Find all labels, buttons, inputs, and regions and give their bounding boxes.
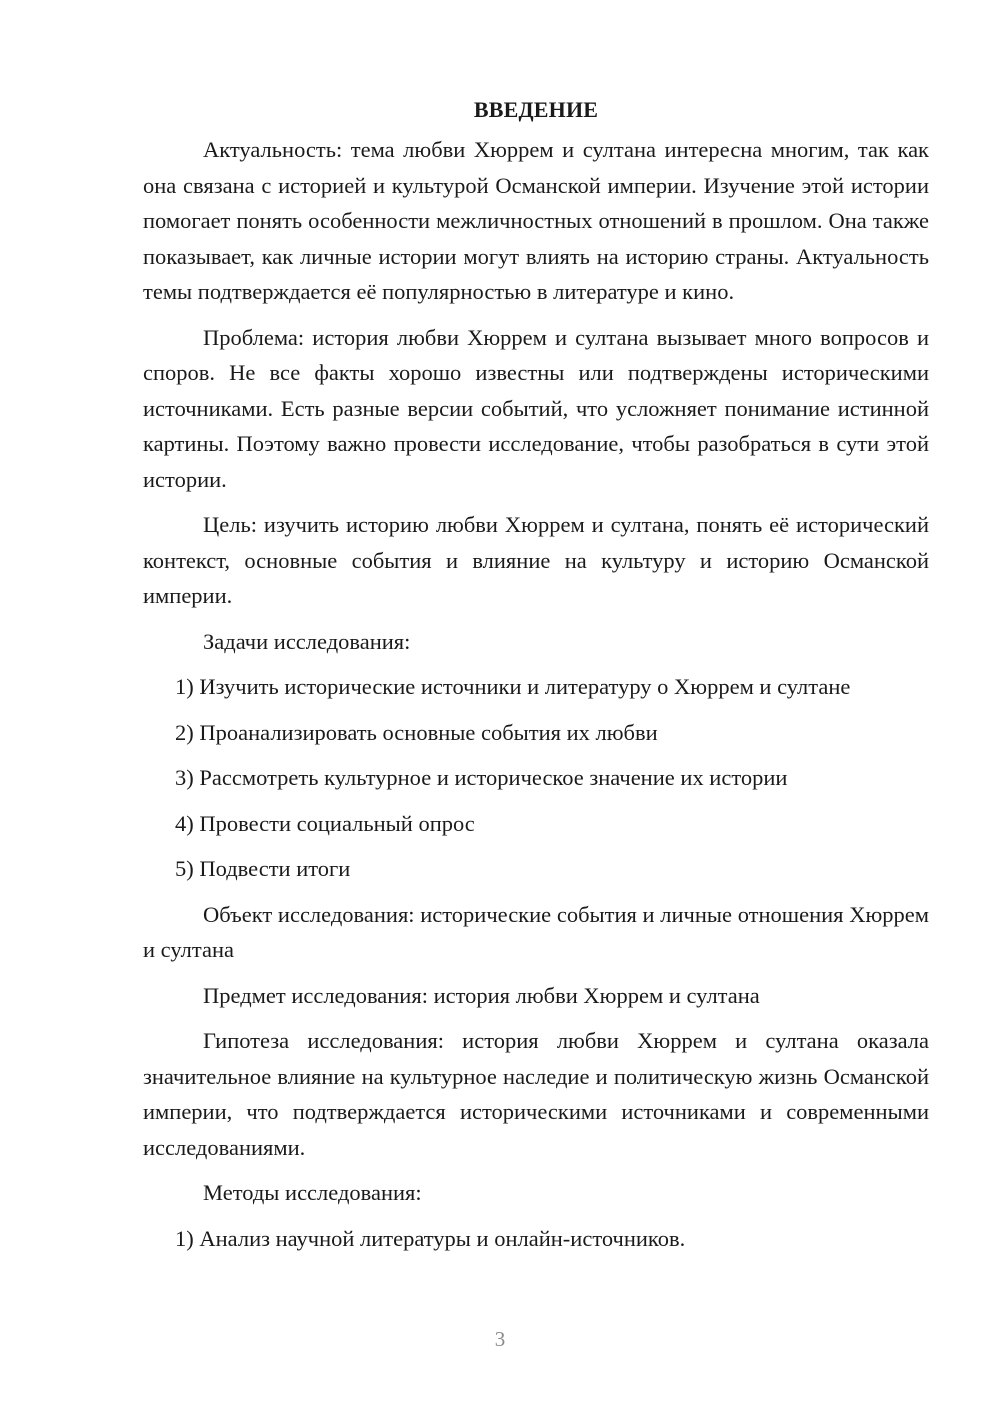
- list-item: 1) Изучить исторические источники и литературу о Хюррем и султане: [175, 674, 851, 699]
- section-title: ВВЕДЕНИЕ: [473, 97, 599, 122]
- paragraph-subject: Предмет исследования: история любви Хюррем и султана: [203, 982, 760, 1008]
- list-item: 4) Провести социальный опрос: [175, 810, 475, 836]
- list-item: 5) Подвести итоги: [175, 856, 351, 881]
- paragraph-object: Объект исследования: исторические события и личные отношения Хюррем и султана: [143, 901, 929, 962]
- paragraph-hypothesis: Гипотеза исследования: история любви Хюррем и султана оказала значительное влияние на культурное наследие и политическую жизнь Османской империи, что подтверждается историческими источниками и современными исследованиями.: [143, 1028, 929, 1160]
- methods-list: [143, 1221, 929, 1257]
- paragraph-goal: Цель: изучить историю любви Хюррем и султана, понять её исторический контекст, основные события и влияние на культуру и историю Османской империи.: [143, 512, 929, 608]
- page-number: 3: [494, 1327, 506, 1351]
- list-item: 3) Рассмотреть культурное и историческое значение их истории: [175, 765, 788, 790]
- methods-heading: Методы исследования:: [203, 1180, 422, 1205]
- list-item: 2) Проанализировать основные события их любви: [175, 719, 658, 745]
- paragraph-problem: Проблема: история любви Хюррем и султана вызывает много вопросов и споров. Не все факты хорошо известны или подтверждены историческими источниками. Есть разные версии событий, что усложняет понимание истинной картины. Поэтому важно провести исследование, чтобы разобраться в сути этой истории.: [143, 324, 929, 492]
- list-item: 1) Анализ научной литературы и онлайн-источников.: [175, 1225, 686, 1251]
- document-page: [143, 92, 929, 1266]
- tasks-heading: Задачи исследования:: [203, 628, 411, 654]
- tasks-list: [143, 669, 929, 887]
- paragraph-relevance: Актуальность: тема любви Хюррем и султана интересна многим, так как она связана с историей и культурой Османской империи. Изучение этой истории помогает понять особенности межличностных отношений в прошлом. Она также показывает, как личные истории могут влиять на историю страны. Актуальность темы подтверждается её популярностью в литературе и кино.: [143, 137, 929, 304]
